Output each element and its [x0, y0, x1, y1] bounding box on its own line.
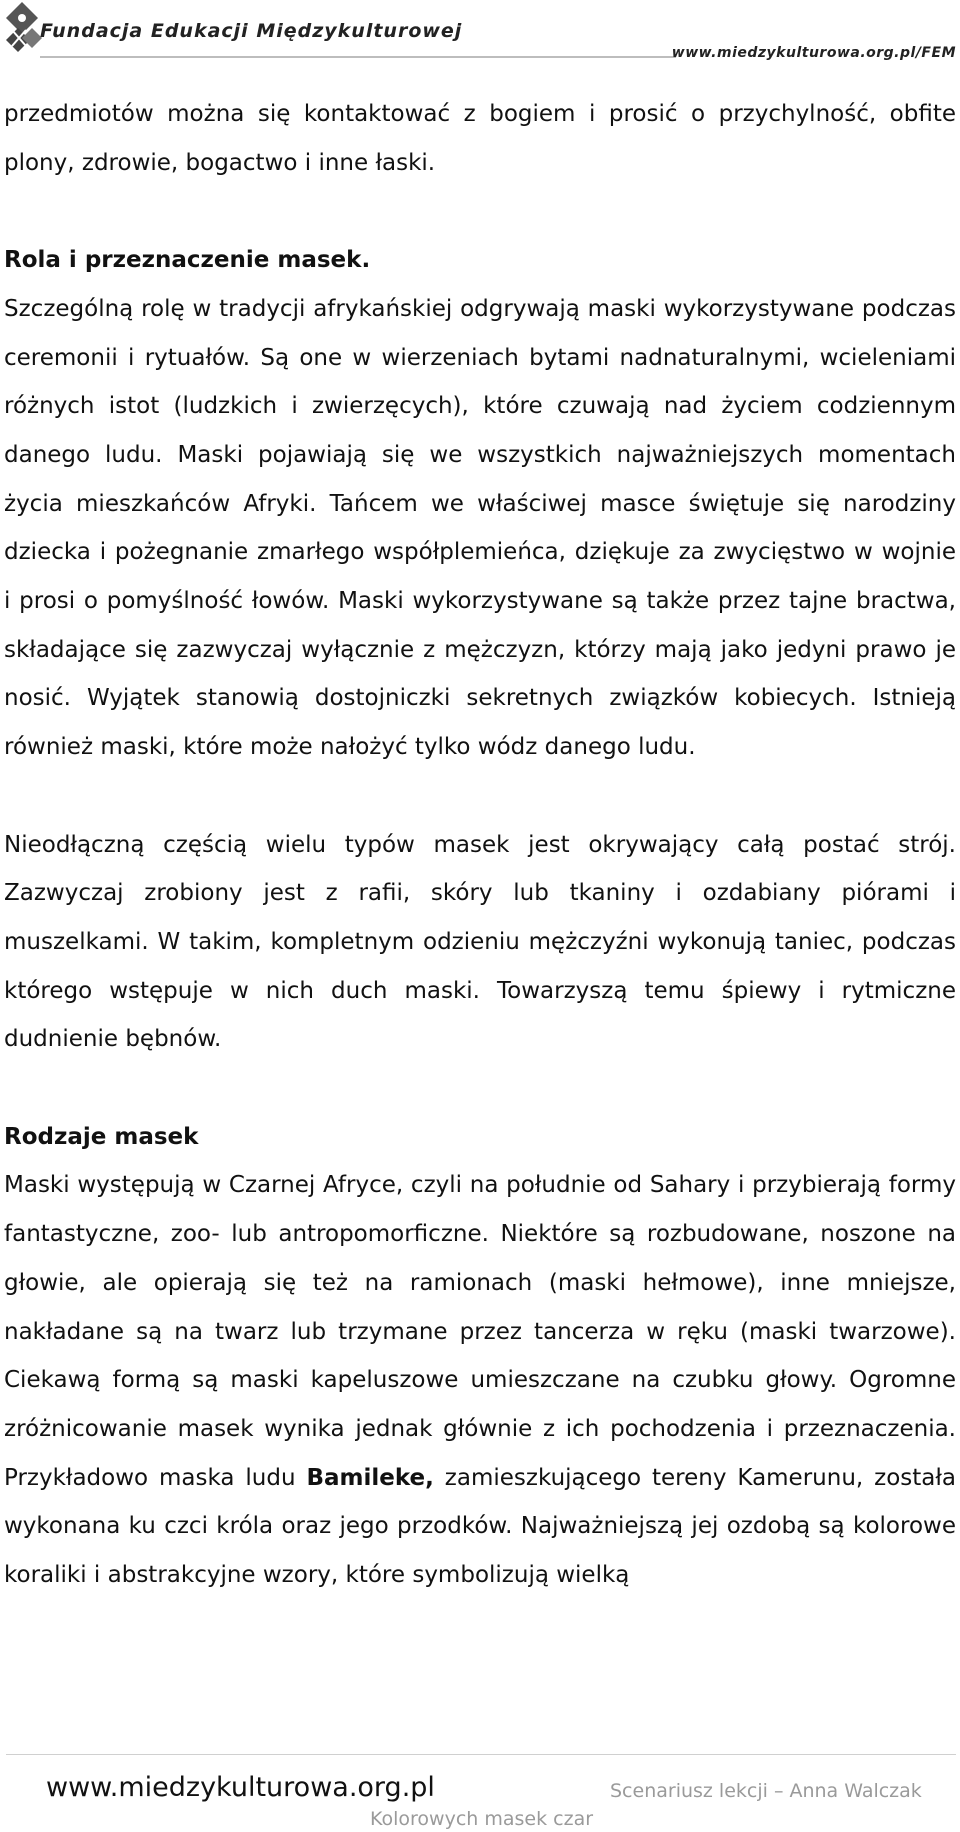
bamileke-term: Bamileke,: [306, 1464, 434, 1491]
page-header: [0, 0, 960, 64]
paragraph-role-of-masks: Szczególną rolę w tradycji afrykańskiej odgrywają maski wykorzystywane podczas ceremonii i rytuałów. Są one w wierzeniach bytami nadnaturalnymi, wcieleniami różnych istot (ludzkich i zwierzęcych), które czuwają nad życiem codziennym danego ludu. Maski pojawiają się we wszystkich najważniejszych momentach życia mieszkańców Afryki. Tańcem we właściwej masce świętuje się narodziny dziecka i pożegnanie zmarłego współplemieńca, dziękuje za zwycięstwo w wojnie i prosi o pomyślność łowów. Maski wykorzystywane są także przez tajne bractwa, składające się zazwyczaj wyłącznie z mężczyzn, którzy mają jako jedyni prawo je nosić. Wyjątek stanowią dostojniczki sekretnych związków kobiecych. Istnieją również maski, które może nałożyć tylko wódz danego ludu.: [4, 295, 956, 761]
heading-role-of-masks: Rola i przeznaczenie masek.: [4, 247, 371, 274]
footer-divider: [6, 1754, 956, 1755]
paragraph-costume: Nieodłączną częścią wielu typów masek jest okrywający całą postać strój. Zazwyczaj zrobiony jest z rafii, skóry lub tkaniny i ozdabiany piórami i muszelkami. W takim, kompletnym odzieniu mężczyźni wykonują taniec, podczas którego wstępuje w nich duch maski. Towarzyszą temu śpiewy i rytmiczne dudnienie bębnów.: [4, 831, 956, 1053]
mask-types-text-a: Maski występują w Czarnej Afryce, czyli na południe od Sahary i przybierają formy fantastyczne, zoo- lub antropomorficzne. Niektóre są rozbudowane, noszone na głowie, ale opierają się też na ramionach (maski hełmowe), inne mniejsze, nakładane są na twarz lub trzymane przez tancerza w ręku (maski twarzowe). Ciekawą formą są maski kapeluszowe umieszczane na czubku głowy. Ogromne zróżnicowanie masek wynika jednak głównie z ich pochodzenia i przeznaczenia. Przykładowo maska ludu: [4, 1172, 956, 1491]
heading-mask-types: Rodzaje masek: [4, 1123, 199, 1150]
paragraph-intro: przedmiotów można się kontaktować z bogiem i prosić o przychylność, obfite plony, zdrowie, bogactwo i inne łaski.: [4, 101, 956, 176]
footer-author: Scenariusz lekcji – Anna Walczak: [610, 1780, 922, 1802]
header-divider: [40, 56, 676, 58]
header-url: www.miedzykulturowa.org.pl/FEM: [671, 45, 956, 61]
foundation-logo: [2, 0, 42, 60]
paragraph-mask-types: [4, 1161, 956, 1599]
document-body: [4, 90, 956, 1600]
organization-name: Fundacja Edukacji Międzykulturowej: [40, 20, 463, 42]
page-footer: [0, 1752, 960, 1832]
mask-types-text-b: zamieszkującego tereny Kamerunu, została wykonana ku czci króla oraz jego przodków. Najważniejszą jej ozdobą są kolorowe koraliki i abstrakcyjne wzory, które symbolizują wielką: [4, 1464, 956, 1589]
footer-url: www.miedzykulturowa.org.pl: [46, 1772, 435, 1803]
paragraph-gap: [4, 187, 956, 236]
paragraph-gap: [4, 772, 956, 821]
paragraph-gap: [4, 1064, 956, 1113]
footer-lesson-title: Kolorowych masek czar: [370, 1808, 594, 1830]
